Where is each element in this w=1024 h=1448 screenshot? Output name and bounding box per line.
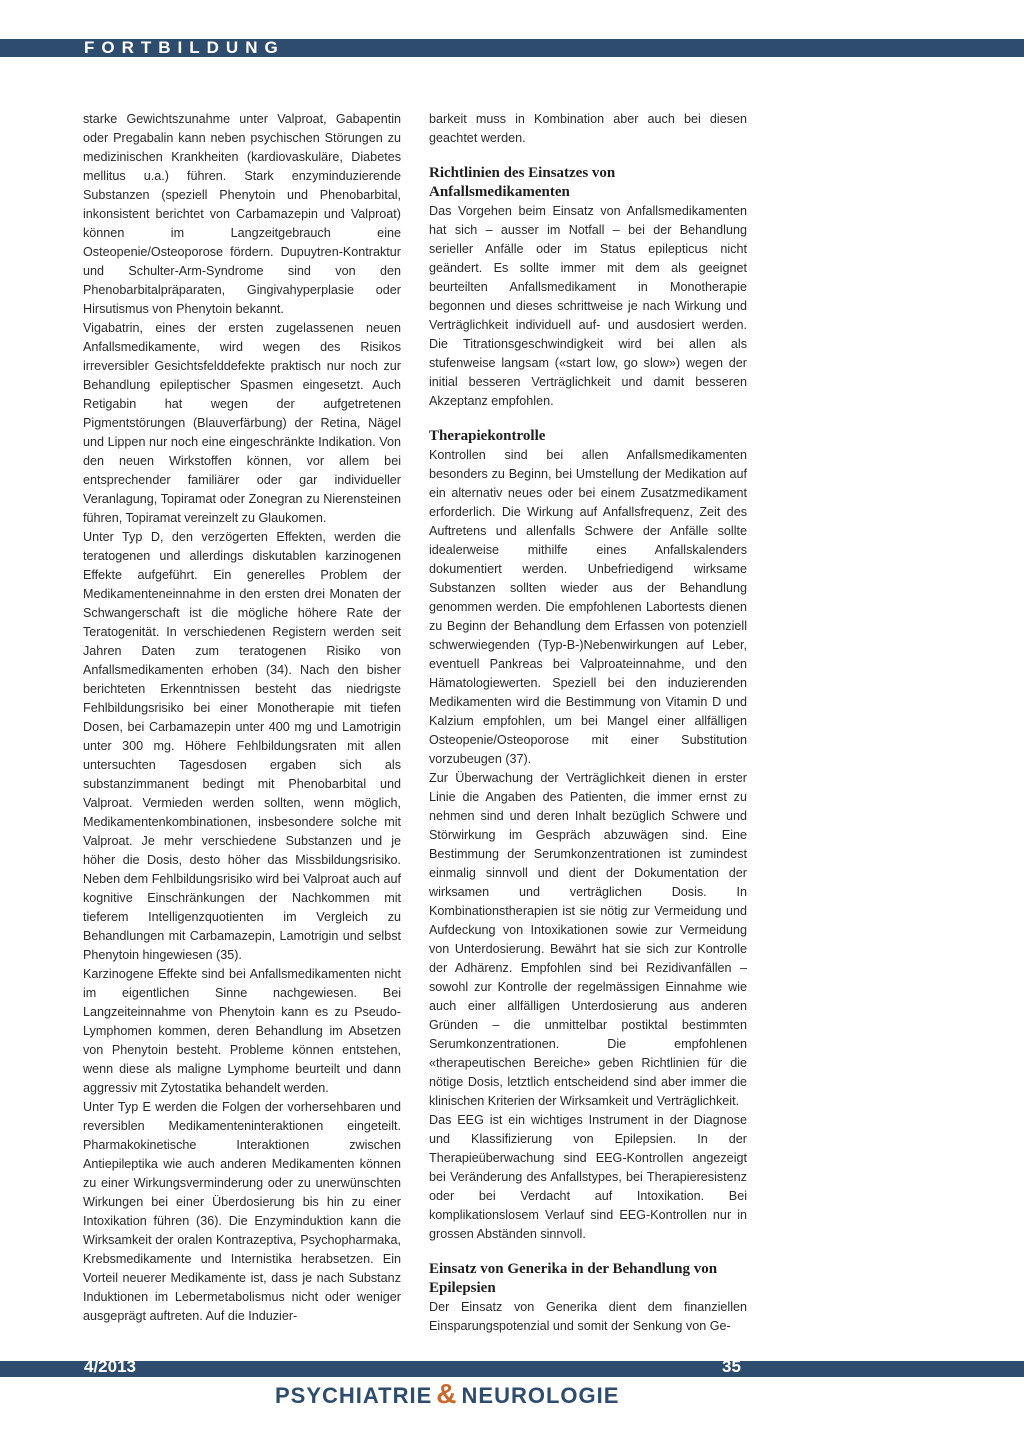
body-paragraph: barkeit muss in Kombination aber auch bei diesen geachtet werden. bbox=[429, 112, 747, 145]
header-band bbox=[0, 39, 1024, 57]
body-paragraph: Vigabatrin, eines der ersten zugelassenen neuen Anfallsmedikamente, wird wegen des Risikos irreversibler Gesichtsfelddefekte praktisch nur noch zur Behandlung epileptischer Spasmen eingesetzt. Auch Retigabin hat wegen der aufgetretenen Pigmentstörungen (Blauverfärbung) der Retina, Nägel und Lippen nur noch eine eingeschränkte Indikation. Von den neuen Wirkstoffen können, vor allem bei entsprechender familiärer oder gar individueller Veranlagung, Topiramat oder Zonegran zu Nierensteinen führen, Topiramat vereinzelt zu Glaukomen. bbox=[83, 321, 401, 525]
body-paragraph: Unter Typ D, den verzögerten Effekten, werden die teratogenen und allerdings diskutablen karzinogenen Effekte aufgeführt. Ein generelles Problem der Medikamenteneinnahme in den ersten drei Monaten der Schwangerschaft ist die mögliche höhere Rate der Teratogenität. In verschiedenen Registern werden seit Jahren Daten zum teratogenen Risiko von Anfallsmedikamenten erhoben (34). Nach den bisher berichteten Erkenntnissen besteht das niedrigste Fehlbildungsrisiko bei einer Monotherapie mit tiefen Dosen, bei Carbamazepin unter 400 mg und Lamotrigin unter 300 mg. Höhere Fehlbildungsraten mit allen untersuchten Tagesdosen ergaben sich als substanzimmanent bedingt mit Phenobarbital und Valproat. Vermieden werden sollten, wenn möglich, Medikamentenkombinationen, insbesondere solche mit Valproat. Je mehr verschiedene Substanzen und je höher die Dosis, desto höher das Missbildungsrisiko. Neben dem Fehlbildungsrisiko wird bei Valproat auch auf kognitive Einschränkungen der Nachkommen mit tieferem Intelligenzquotienten im Vergleich zu Behandlungen mit Carbamazepin, Lamotrigin und selbst Phenytoin hingewiesen (35). bbox=[83, 530, 401, 962]
issue-number: 4/2013 bbox=[84, 1357, 136, 1376]
body-paragraph: Das Vorgehen beim Einsatz von Anfallsmedikamenten hat sich – ausser im Notfall – bei der Behandlung serieller Anfälle oder im Status epilepticus nicht geändert. Es sollte immer mit dem als geeignet beurteilten Anfallsmedikament in Monotherapie begonnen und dieses schrittweise je nach Wirkung und Verträglichkeit individuell auf- und ausdosiert werden. Die Titrationsgeschwindigkeit wird bei allen als stufenweise langsam («start low, go slow») wegen der initial besseren Verträglichkeit und damit besseren Akzeptanz empfohlen. bbox=[429, 204, 747, 408]
journal-name-right: NEUROLOGIE bbox=[461, 1383, 620, 1408]
section-heading: Einsatz von Generika in der Behandlung von Epilepsien bbox=[429, 1261, 718, 1296]
paragraph-gap bbox=[429, 1244, 747, 1260]
body-paragraph: starke Gewichtszunahme unter Valproat, Gabapentin oder Pregabalin kann neben psychischen Störungen zu medizinischen Krankheiten (kardiovaskuläre, Diabetes mellitus u.a.) führen. Stark enzyminduzierende Substanzen (speziell Phenytoin und Phenobarbital, inkonsistent berichtet von Carbamazepin und Valproat) können im Langzeitgebrauch eine Osteopenie/Osteoporose fördern. Dupuytren-Kontraktur und Schulter-Arm-Syndrome sind von den Phenobarbitalpräparaten, Gingivahyperplasie oder Hirsutismus von Phenytoin bekannt. bbox=[83, 112, 401, 316]
body-paragraph: Karzinogene Effekte sind bei Anfallsmedikamenten nicht im eigentlichen Sinne nachgewiesen. Bei Langzeiteinnahme von Phenytoin kann es zu Pseudo-Lymphomen kommen, deren Behandlung im Absetzen von Phenytoin besteht. Probleme können entstehen, wenn diese als maligne Lymphome beurteilt und dann aggressiv mit Zytostatika behandelt werden. bbox=[83, 967, 401, 1095]
left-column bbox=[83, 110, 401, 1326]
page-number: 35 bbox=[722, 1357, 741, 1376]
journal-logo bbox=[275, 1378, 619, 1410]
body-paragraph: Unter Typ E werden die Folgen der vorhersehbaren und reversiblen Medikamenteninteraktionen eingeteilt. Pharmakokinetische Interaktionen zwischen Antiepileptika wie auch anderen Medikamenten können zu einer Wirkungsverminderung oder zu unerwünschten Wirkungen bei einer Überdosierung bis hin zu einer Intoxikation führen (36). Die Enzyminduktion kann die Wirksamkeit der oralen Kontrazeptiva, Psychopharmaka, Krebsmedikamente und Internistika herabsetzen. Ein Vorteil neuerer Medikamente ist, dass je nach Substanz Induktionen im Lebermetabolismus nicht oder weniger ausgeprägt auftreten. Auf die Induzier- bbox=[83, 1100, 401, 1323]
section-heading: Richtlinien des Einsatzes von Anfallsmedikamenten bbox=[429, 165, 616, 200]
journal-ampersand: & bbox=[436, 1378, 458, 1409]
body-paragraph: Der Einsatz von Generika dient dem finanziellen Einsparungspotenzial und somit der Senkung von Ge- bbox=[429, 1300, 747, 1333]
paragraph-gap bbox=[429, 148, 747, 164]
body-paragraph: Zur Überwachung der Verträglichkeit dienen in erster Linie die Angaben des Patienten, die immer ernst zu nehmen sind und deren Inhalt bezüglich Schwere und Störwirkung im Gespräch abzuwägen sind. Eine Bestimmung der Serumkonzentrationen ist zumindest einmalig sinnvoll und dient der Dokumentation der wirksamen und verträglichen Dosis. In Kombinationstherapien ist sie nötig zur Vermeidung und Aufdeckung von Intoxikationen sowie zur Vermeidung von Unterdosierung. Bewährt hat sie sich zur Kontrolle der Adhärenz. Empfohlen sind bei Rezidivanfällen – sowohl zur Kontrolle der regelmässigen Einnahme wie auch einer allfälligen Unterdosierung aus anderen Gründen – die unmittelbar postiktal bestimmten Serumkonzentrationen. Die empfohlenen «therapeutischen Bereiche» geben Richtlinien für die nötige Dosis, letztlich entscheidend sind aber immer die klinischen Kriterien der Wirksamkeit und Verträglichkeit. bbox=[429, 771, 747, 1108]
section-heading: Therapiekontrolle bbox=[429, 428, 546, 444]
journal-name-left: PSYCHIATRIE bbox=[275, 1383, 433, 1408]
section-label: FORTBILDUNG bbox=[84, 38, 285, 57]
body-paragraph: Kontrollen sind bei allen Anfallsmedikamenten besonders zu Beginn, bei Umstellung der Medikation auf ein alternativ neues oder bei einem Zusatzmedikament erforderlich. Die Wirkung auf Anfallsfrequenz, Zeit des Auftretens und allenfalls Schwere der Anfälle sollte idealerweise mithilfe eines Anfallskalenders dokumentiert werden. Unbefriedigend wirksame Substanzen sollten wieder aus der Behandlung genommen werden. Die empfohlenen Labortests dienen zu Beginn der Behandlung dem Erfassen von potenziell schwerwiegenden (Typ-B-)Nebenwirkungen auf Leber, eventuell Pankreas bei Valproateinnahme, und den Hämatologiewerten. Speziell bei den induzierenden Medikamenten wird die Bestimmung von Vitamin D und Kalzium empfohlen, um bei Mangel einer allfälligen Osteopenie/Osteoporose mit einer Substitution vorzubeugen (37). bbox=[429, 448, 747, 766]
right-column bbox=[429, 110, 747, 1336]
paragraph-gap bbox=[429, 411, 747, 427]
footer-band bbox=[0, 1357, 1024, 1377]
body-paragraph: Das EEG ist ein wichtiges Instrument in der Diagnose und Klassifizierung von Epilepsien. In der Therapieüberwachung sind EEG-Kontrollen angezeigt bei Veränderung des Anfallstypes, bei Therapieresistenz oder bei Verdacht auf Intoxikation. Bei komplikationslosem Verlauf sind EEG-Kontrollen nur in grossen Abständen sinnvoll. bbox=[429, 1113, 747, 1241]
